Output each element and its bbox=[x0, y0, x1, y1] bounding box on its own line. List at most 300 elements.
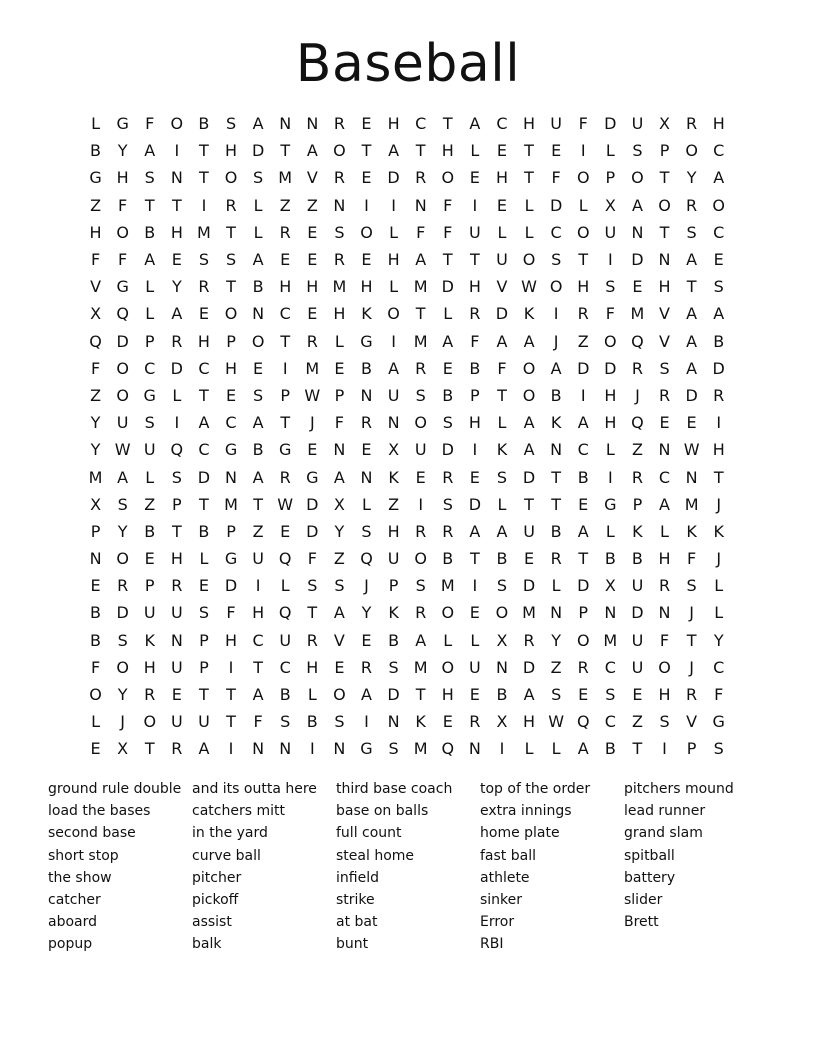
grid-letter: E bbox=[280, 521, 291, 541]
grid-letter: B bbox=[360, 358, 372, 378]
grid-letter: G bbox=[143, 385, 156, 405]
grid-letter: U bbox=[631, 657, 644, 677]
grid-letter: X bbox=[333, 494, 345, 514]
grid-letter: Q bbox=[170, 440, 184, 460]
word-bank-item: base on balls bbox=[336, 803, 429, 820]
grid-letter: A bbox=[252, 413, 264, 433]
grid-letter: D bbox=[116, 603, 129, 623]
grid-letter: U bbox=[550, 114, 562, 134]
grid-letter: A bbox=[388, 141, 400, 161]
grid-letter: H bbox=[225, 630, 238, 650]
grid-letter: E bbox=[90, 576, 101, 596]
grid-letter: P bbox=[144, 576, 155, 596]
grid-letter: T bbox=[307, 603, 318, 623]
grid-letter: T bbox=[415, 141, 426, 161]
grid-letter: E bbox=[632, 277, 643, 297]
grid-letter: Z bbox=[631, 440, 643, 460]
grid-letter: Q bbox=[278, 603, 292, 623]
grid-letter: P bbox=[388, 576, 399, 596]
grid-letter: S bbox=[388, 739, 399, 759]
grid-letter: E bbox=[361, 250, 372, 270]
grid-letter: O bbox=[143, 712, 157, 732]
grid-letter: B bbox=[252, 440, 264, 460]
grid-letter: T bbox=[226, 277, 236, 297]
grid-letter: A bbox=[252, 250, 264, 270]
grid-letter: J bbox=[635, 385, 640, 405]
grid-letter: A bbox=[631, 195, 643, 215]
grid-letter: B bbox=[713, 331, 725, 351]
word-bank-column bbox=[480, 778, 624, 956]
grid-letter: P bbox=[144, 331, 155, 351]
grid-letter: T bbox=[171, 521, 182, 541]
word-bank-column bbox=[48, 778, 192, 956]
grid-letter: A bbox=[415, 630, 427, 650]
grid-letter: Q bbox=[89, 331, 102, 351]
grid-letter: E bbox=[496, 141, 507, 161]
grid-letter: I bbox=[309, 739, 315, 759]
grid-letter: Y bbox=[117, 521, 128, 541]
grid-letter: H bbox=[712, 440, 725, 460]
grid-letter: H bbox=[333, 304, 346, 324]
grid-letter: M bbox=[684, 494, 699, 514]
grid-letter: U bbox=[631, 114, 644, 134]
grid-letter: I bbox=[662, 739, 667, 759]
grid-row bbox=[82, 463, 742, 490]
grid-letter: P bbox=[578, 603, 589, 623]
grid-letter: G bbox=[116, 277, 129, 297]
grid-letter: P bbox=[334, 385, 345, 405]
word-bank-item: catcher bbox=[48, 892, 101, 909]
grid-letter: X bbox=[604, 195, 616, 215]
grid-letter: P bbox=[172, 494, 182, 514]
grid-row bbox=[82, 735, 742, 762]
grid-letter: F bbox=[307, 549, 317, 569]
grid-letter: U bbox=[604, 222, 617, 242]
grid-letter: R bbox=[713, 385, 725, 405]
grid-letter: I bbox=[580, 141, 586, 161]
grid-letter: U bbox=[387, 385, 400, 405]
grid-letter: M bbox=[413, 277, 428, 297]
grid-letter: O bbox=[414, 549, 427, 569]
grid-letter: C bbox=[415, 114, 427, 134]
grid-letter: A bbox=[686, 358, 698, 378]
grid-letter: S bbox=[496, 467, 508, 487]
grid-letter: N bbox=[170, 630, 183, 650]
grid-letter: C bbox=[198, 358, 210, 378]
grid-letter: N bbox=[170, 168, 183, 188]
grid-letter: A bbox=[686, 304, 698, 324]
grid-letter: D bbox=[577, 576, 590, 596]
grid-letter: R bbox=[658, 385, 671, 405]
grid-letter: C bbox=[198, 440, 210, 460]
word-bank-item: full count bbox=[336, 825, 402, 842]
grid-letter: X bbox=[659, 114, 670, 134]
grid-letter: D bbox=[712, 358, 725, 378]
grid-letter: O bbox=[604, 331, 617, 351]
grid-letter: H bbox=[523, 114, 536, 134]
grid-letter: H bbox=[225, 358, 238, 378]
grid-letter: H bbox=[225, 141, 238, 161]
grid-letter: A bbox=[144, 250, 156, 270]
grid-letter: N bbox=[468, 739, 481, 759]
grid-letter: T bbox=[469, 250, 480, 270]
grid-letter: A bbox=[361, 685, 372, 705]
grid-letter: O bbox=[631, 168, 644, 188]
grid-letter: O bbox=[387, 304, 400, 324]
grid-letter: S bbox=[551, 250, 562, 270]
grid-letter: B bbox=[469, 358, 481, 378]
grid-letter: T bbox=[253, 657, 263, 677]
grid-letter: D bbox=[577, 358, 590, 378]
grid-letter: A bbox=[415, 250, 427, 270]
grid-row bbox=[82, 137, 742, 164]
grid-letter: Z bbox=[388, 494, 400, 514]
grid-letter: I bbox=[391, 195, 396, 215]
grid-letter: L bbox=[199, 549, 209, 569]
grid-letter: H bbox=[387, 250, 400, 270]
grid-letter: X bbox=[496, 712, 508, 732]
grid-letter: F bbox=[578, 114, 588, 134]
grid-letter: A bbox=[144, 141, 156, 161]
grid-letter: X bbox=[90, 494, 102, 514]
grid-letter: O bbox=[116, 358, 129, 378]
grid-letter: S bbox=[659, 712, 670, 732]
grid-letter: S bbox=[198, 250, 209, 270]
grid-letter: Y bbox=[334, 521, 345, 541]
grid-letter: A bbox=[469, 114, 481, 134]
grid-letter: B bbox=[496, 685, 508, 705]
grid-letter: I bbox=[364, 712, 369, 732]
word-bank-item: lead runner bbox=[624, 803, 706, 820]
grid-letter: B bbox=[90, 630, 102, 650]
grid-letter: G bbox=[712, 712, 725, 732]
grid-letter: T bbox=[578, 250, 589, 270]
grid-letter: O bbox=[576, 168, 590, 188]
grid-letter: D bbox=[522, 467, 536, 487]
grid-letter: G bbox=[89, 168, 102, 188]
grid-letter: S bbox=[442, 413, 453, 433]
grid-letter: S bbox=[605, 277, 616, 297]
grid-letter: A bbox=[496, 331, 508, 351]
grid-letter: M bbox=[278, 168, 293, 188]
grid-letter: S bbox=[713, 739, 724, 759]
grid-letter: V bbox=[333, 630, 345, 650]
grid-letter: H bbox=[468, 413, 481, 433]
grid-letter: O bbox=[333, 685, 346, 705]
grid-letter: A bbox=[252, 467, 264, 487]
word-bank-item: home plate bbox=[480, 825, 560, 842]
grid-letter: Y bbox=[90, 440, 101, 460]
grid-letter: E bbox=[334, 657, 345, 677]
word-bank-item: aboard bbox=[48, 914, 98, 931]
grid-letter: H bbox=[170, 549, 183, 569]
word-bank-item: fast ball bbox=[480, 847, 536, 864]
grid-letter: D bbox=[522, 657, 536, 677]
word-bank-item: Error bbox=[480, 914, 515, 931]
grid-letter: E bbox=[144, 549, 155, 569]
grid-letter: B bbox=[90, 603, 102, 623]
grid-letter: D bbox=[441, 440, 454, 460]
grid-letter: O bbox=[712, 195, 725, 215]
grid-letter: F bbox=[118, 195, 128, 215]
grid-letter: L bbox=[470, 141, 480, 161]
grid-letter: Z bbox=[631, 712, 643, 732]
grid-letter: X bbox=[604, 576, 616, 596]
grid-letter: D bbox=[604, 358, 617, 378]
grid-letter: D bbox=[631, 603, 644, 623]
grid-letter: E bbox=[225, 385, 237, 405]
word-bank-item: in the yard bbox=[192, 825, 268, 842]
grid-letter: C bbox=[713, 141, 725, 161]
grid-letter: S bbox=[686, 222, 697, 242]
grid-letter: F bbox=[659, 630, 670, 650]
grid-letter: A bbox=[171, 304, 183, 324]
grid-letter: H bbox=[116, 168, 129, 188]
grid-letter: J bbox=[364, 576, 369, 596]
grid-letter: W bbox=[304, 385, 321, 405]
grid-letter: B bbox=[90, 141, 102, 161]
grid-row bbox=[82, 164, 742, 191]
grid-letter: R bbox=[415, 168, 427, 188]
grid-letter: G bbox=[360, 739, 373, 759]
word-bank-item: RBI bbox=[480, 936, 504, 953]
grid-letter: D bbox=[522, 576, 536, 596]
grid-letter: D bbox=[306, 494, 319, 514]
grid-letter: S bbox=[713, 277, 724, 297]
grid-letter: N bbox=[658, 250, 671, 270]
grid-letter: I bbox=[364, 195, 369, 215]
grid-letter: Y bbox=[686, 168, 697, 188]
grid-letter: D bbox=[224, 576, 238, 596]
grid-letter: T bbox=[280, 413, 291, 433]
grid-letter: M bbox=[305, 358, 320, 378]
grid-letter: H bbox=[577, 277, 590, 297]
grid-row bbox=[82, 409, 742, 436]
grid-letter: V bbox=[90, 277, 102, 297]
grid-letter: A bbox=[659, 494, 670, 514]
word-bank bbox=[48, 778, 788, 956]
grid-letter: U bbox=[116, 413, 129, 433]
grid-letter: R bbox=[171, 739, 183, 759]
grid-letter: O bbox=[658, 657, 671, 677]
grid-letter: E bbox=[523, 549, 535, 569]
grid-letter: W bbox=[114, 440, 131, 460]
grid-letter: T bbox=[524, 141, 534, 161]
grid-letter: T bbox=[686, 630, 697, 650]
grid-letter: L bbox=[443, 630, 453, 650]
grid-letter: O bbox=[116, 657, 129, 677]
grid-letter: N bbox=[279, 114, 292, 134]
grid-letter: L bbox=[362, 494, 371, 514]
grid-row bbox=[82, 545, 742, 572]
grid-letter: L bbox=[334, 331, 344, 351]
grid-letter: F bbox=[443, 195, 453, 215]
word-bank-item: and its outta here bbox=[192, 781, 317, 797]
grid-letter: I bbox=[472, 440, 478, 460]
grid-letter: T bbox=[713, 467, 724, 487]
grid-letter: D bbox=[468, 494, 482, 514]
letter-grid bbox=[82, 110, 742, 763]
grid-letter: L bbox=[443, 304, 453, 324]
grid-letter: H bbox=[441, 141, 454, 161]
grid-letter: F bbox=[416, 222, 426, 242]
grid-letter: I bbox=[553, 304, 559, 324]
grid-letter: E bbox=[469, 467, 480, 487]
grid-letter: A bbox=[117, 467, 129, 487]
grid-letter: R bbox=[144, 685, 156, 705]
grid-letter: R bbox=[279, 467, 291, 487]
grid-letter: L bbox=[551, 739, 561, 759]
grid-letter: J bbox=[689, 603, 694, 623]
grid-letter: R bbox=[469, 712, 481, 732]
grid-letter: B bbox=[198, 521, 210, 541]
grid-letter: C bbox=[713, 657, 725, 677]
grid-letter: L bbox=[307, 685, 317, 705]
word-bank-item: second base bbox=[48, 825, 136, 842]
grid-letter: E bbox=[90, 739, 101, 759]
grid-letter: N bbox=[685, 467, 698, 487]
grid-letter: E bbox=[361, 114, 372, 134]
grid-letter: F bbox=[334, 413, 344, 433]
word-bank-item: Brett bbox=[624, 914, 659, 931]
grid-letter: T bbox=[144, 195, 155, 215]
grid-letter: T bbox=[280, 141, 291, 161]
grid-letter: L bbox=[497, 494, 507, 514]
grid-letter: C bbox=[604, 712, 616, 732]
grid-letter: H bbox=[658, 685, 671, 705]
grid-letter: F bbox=[118, 250, 128, 270]
grid-letter: Z bbox=[306, 195, 318, 215]
grid-row bbox=[82, 491, 742, 518]
grid-letter: E bbox=[307, 222, 318, 242]
grid-letter: O bbox=[89, 685, 102, 705]
grid-letter: T bbox=[442, 114, 453, 134]
grid-letter: G bbox=[224, 440, 238, 460]
grid-letter: N bbox=[495, 657, 508, 677]
grid-letter: H bbox=[604, 413, 617, 433]
grid-letter: N bbox=[604, 603, 617, 623]
grid-letter: R bbox=[469, 304, 481, 324]
grid-letter: N bbox=[550, 440, 563, 460]
grid-letter: Q bbox=[631, 331, 644, 351]
grid-letter: F bbox=[226, 603, 236, 623]
grid-letter: A bbox=[333, 467, 345, 487]
grid-letter: E bbox=[442, 712, 453, 732]
grid-letter: I bbox=[472, 576, 478, 596]
grid-letter: D bbox=[170, 358, 183, 378]
grid-letter: E bbox=[469, 168, 480, 188]
grid-letter: S bbox=[632, 141, 643, 161]
grid-letter: Z bbox=[550, 657, 562, 677]
grid-letter: S bbox=[280, 712, 291, 732]
grid-letter: R bbox=[333, 168, 345, 188]
grid-letter: U bbox=[170, 603, 183, 623]
grid-letter: K bbox=[388, 467, 399, 487]
grid-letter: L bbox=[253, 195, 263, 215]
grid-letter: A bbox=[333, 603, 345, 623]
grid-letter: T bbox=[524, 494, 534, 514]
grid-letter: E bbox=[171, 250, 182, 270]
grid-letter: I bbox=[255, 576, 261, 596]
grid-letter: G bbox=[279, 440, 292, 460]
grid-letter: L bbox=[145, 304, 155, 324]
grid-letter: R bbox=[333, 114, 345, 134]
grid-letter: A bbox=[469, 521, 481, 541]
grid-letter: T bbox=[144, 739, 155, 759]
grid-letter: Y bbox=[117, 685, 128, 705]
grid-letter: U bbox=[387, 549, 400, 569]
grid-letter: M bbox=[630, 304, 645, 324]
grid-letter: E bbox=[442, 358, 453, 378]
grid-letter: U bbox=[496, 250, 508, 270]
grid-letter: Z bbox=[577, 331, 589, 351]
word-bank-item: sinker bbox=[480, 892, 523, 909]
grid-letter: O bbox=[522, 385, 536, 405]
grid-letter: T bbox=[199, 141, 209, 161]
grid-letter: H bbox=[387, 521, 400, 541]
grid-letter: A bbox=[388, 358, 400, 378]
grid-letter: K bbox=[713, 521, 724, 541]
grid-letter: K bbox=[550, 413, 562, 433]
grid-row bbox=[82, 654, 742, 681]
grid-letter: N bbox=[360, 467, 373, 487]
grid-letter: O bbox=[170, 114, 184, 134]
grid-letter: Q bbox=[631, 413, 644, 433]
grid-letter: E bbox=[171, 685, 182, 705]
grid-letter: B bbox=[388, 630, 400, 650]
grid-letter: C bbox=[577, 440, 589, 460]
grid-letter: K bbox=[523, 304, 535, 324]
grid-letter: D bbox=[441, 277, 454, 297]
grid-letter: G bbox=[306, 467, 319, 487]
grid-letter: T bbox=[632, 739, 643, 759]
word-bank-item: third base coach bbox=[336, 781, 453, 797]
grid-letter: S bbox=[496, 576, 508, 596]
grid-letter: O bbox=[224, 304, 238, 324]
grid-letter: T bbox=[226, 685, 236, 705]
grid-letter: M bbox=[440, 576, 455, 596]
grid-letter: O bbox=[685, 141, 698, 161]
grid-letter: M bbox=[413, 331, 428, 351]
grid-letter: H bbox=[523, 712, 536, 732]
grid-letter: I bbox=[418, 494, 424, 514]
grid-letter: L bbox=[605, 440, 615, 460]
grid-letter: N bbox=[387, 712, 400, 732]
grid-letter: S bbox=[117, 630, 128, 650]
grid-letter: N bbox=[658, 440, 671, 460]
grid-letter: A bbox=[713, 168, 725, 188]
grid-letter: K bbox=[144, 630, 155, 650]
grid-letter: A bbox=[577, 413, 589, 433]
grid-letter: J bbox=[553, 331, 559, 351]
grid-letter: T bbox=[199, 168, 209, 188]
grid-letter: S bbox=[686, 576, 697, 596]
grid-letter: L bbox=[91, 114, 100, 134]
word-bank-column bbox=[336, 778, 480, 956]
grid-letter: Z bbox=[144, 494, 156, 514]
grid-letter: R bbox=[686, 114, 698, 134]
grid-letter: S bbox=[415, 385, 426, 405]
grid-letter: C bbox=[144, 358, 156, 378]
word-bank-item: strike bbox=[336, 892, 375, 909]
grid-row bbox=[82, 355, 742, 382]
grid-letter: O bbox=[441, 603, 455, 623]
word-bank-item: extra innings bbox=[480, 803, 572, 820]
grid-letter: F bbox=[90, 657, 101, 677]
grid-letter: T bbox=[659, 222, 670, 242]
grid-letter: I bbox=[391, 331, 396, 351]
grid-letter: I bbox=[174, 413, 180, 433]
